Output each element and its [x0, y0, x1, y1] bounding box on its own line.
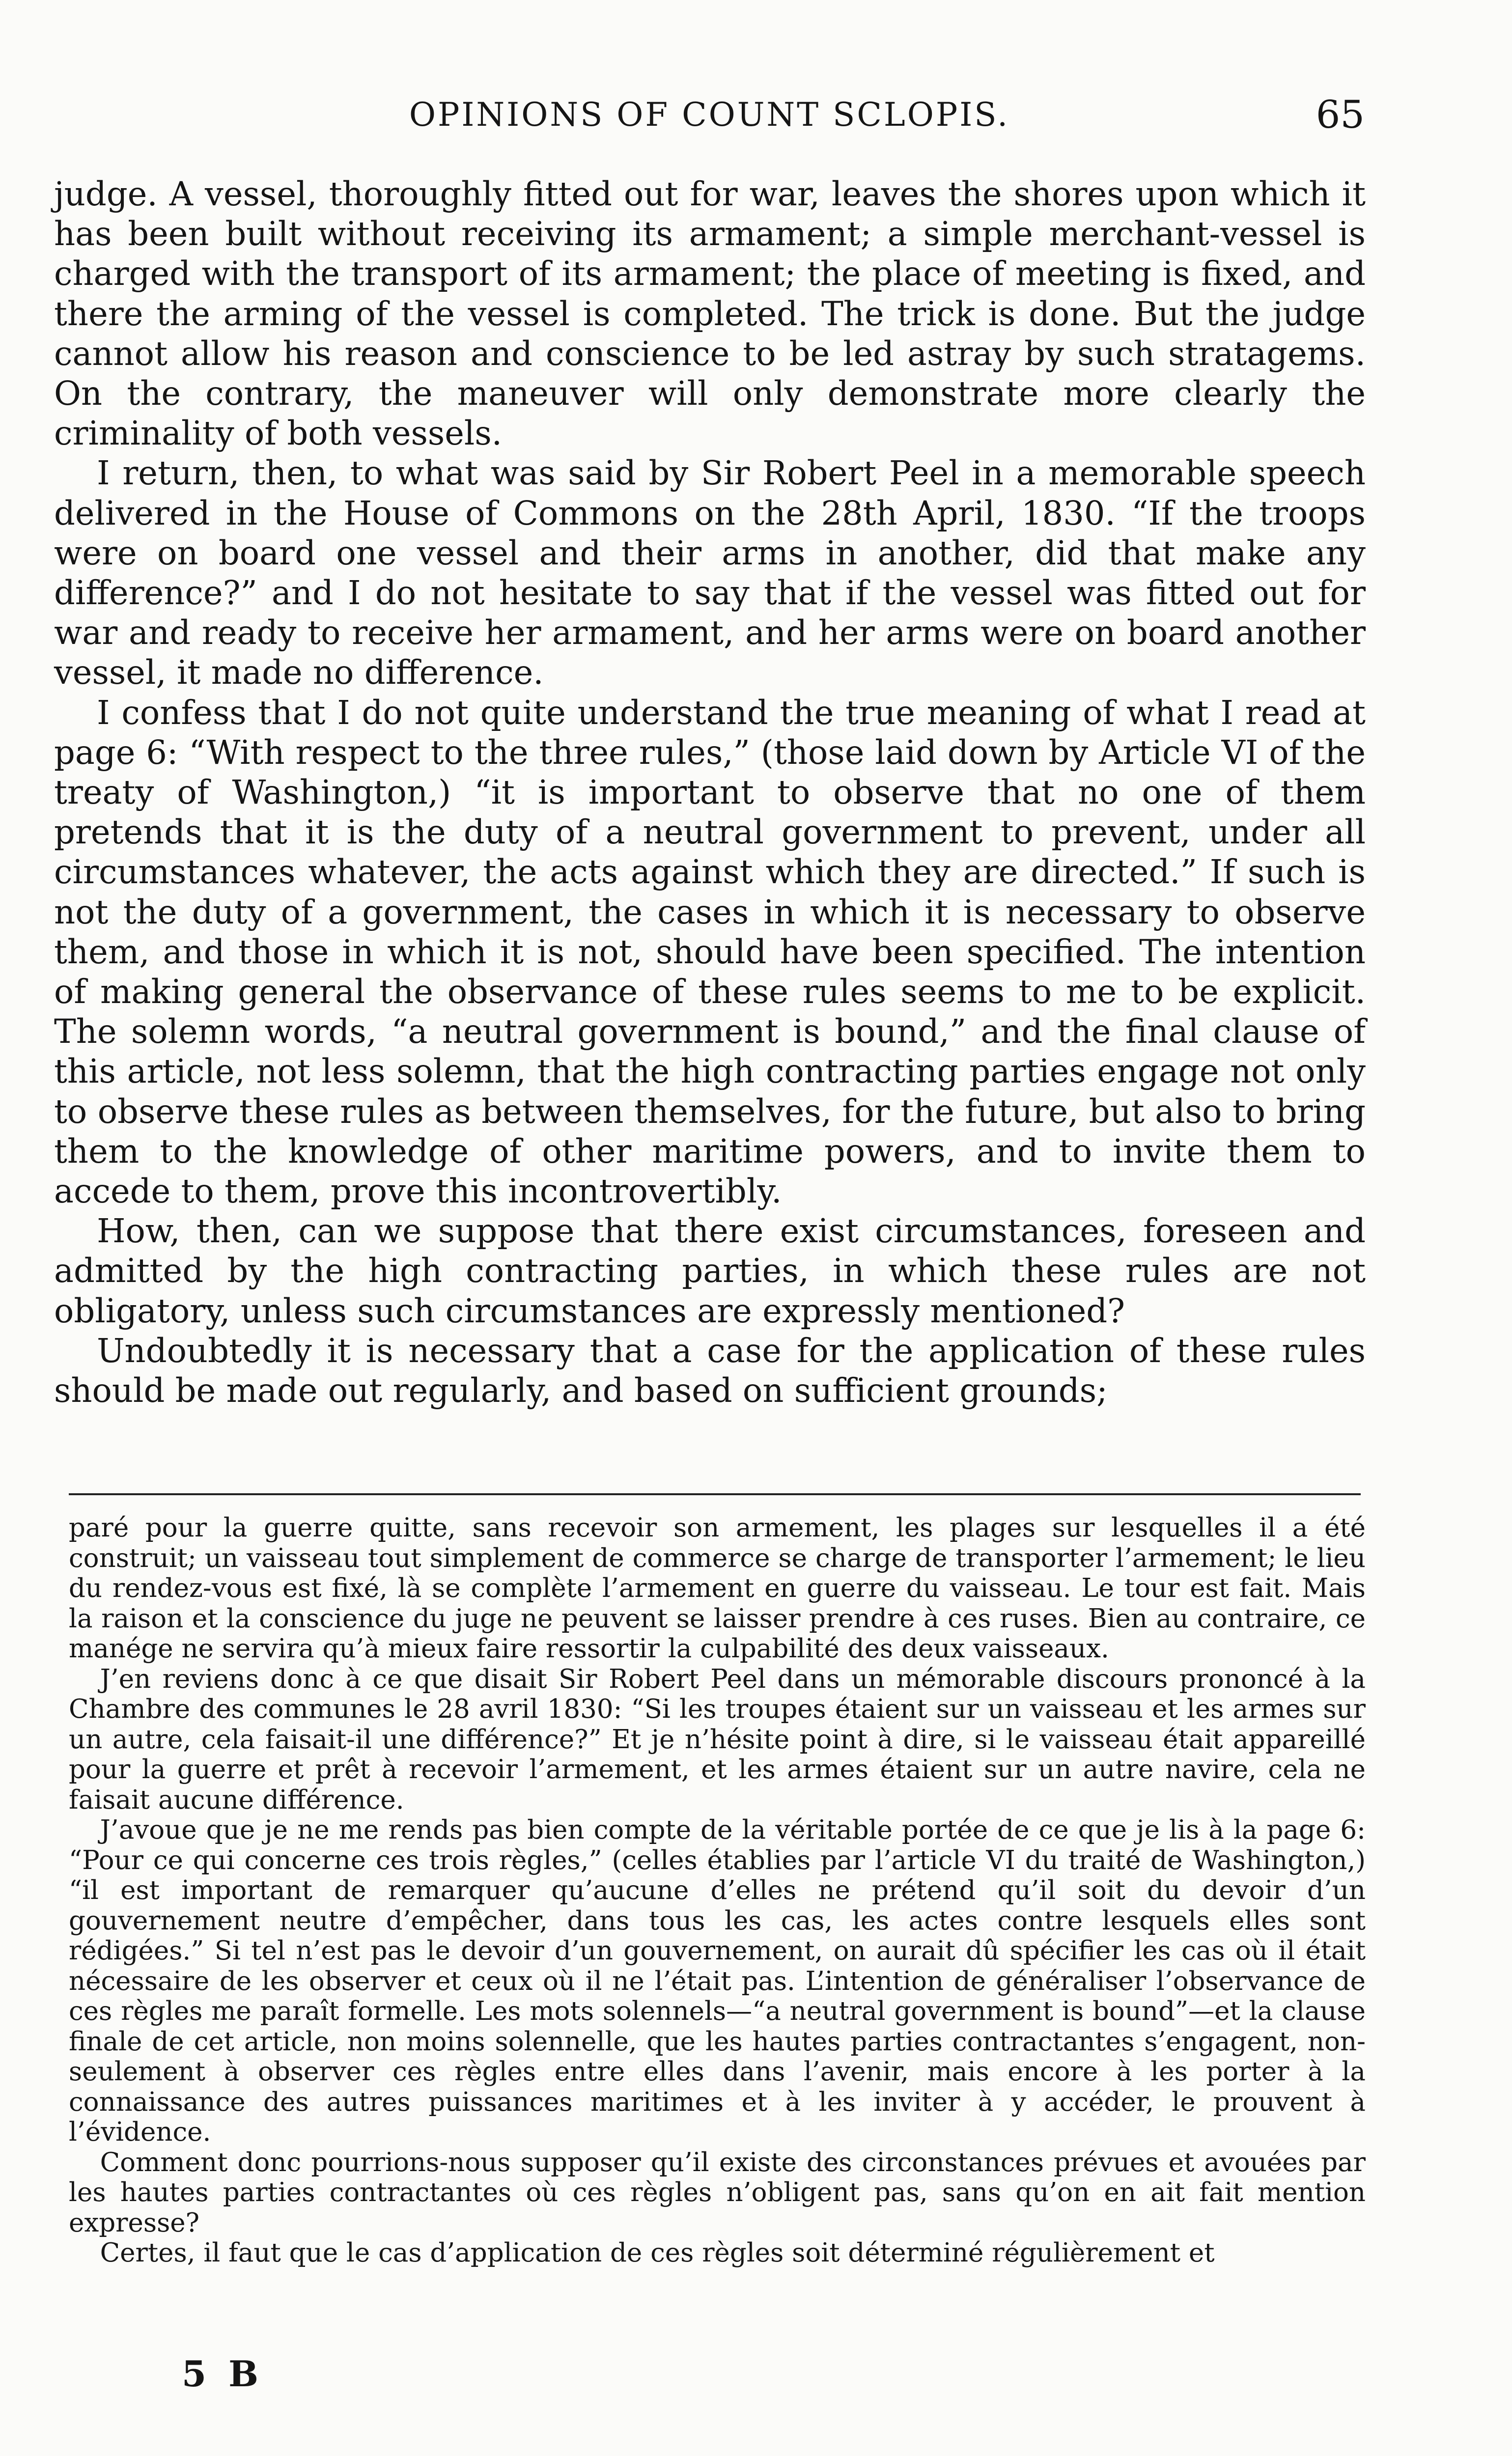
footnote-paragraph-1: paré pour la guerre quitte, sans recevoir son armement, les plages sur lesquelles il a été construit; un vaisseau tout simplement de commerce se charge de transporter l’armement; le lieu du rendez-vous est fixé, là se complète l’armement en guerre du vaisseau. Le tour est fait. Mais la raison et la conscience du juge ne peuvent se laisser prendre à ces ruses. Bien au contraire, ce manége ne servira qu’à mieux faire ressortir la culpabilité des deux vaisseaux. — [69, 1513, 1366, 1664]
main-paragraph-4: How, then, can we suppose that there exist circumstances, foreseen and admitted by the high contracting parties, in which these rules are not obligatory, unless such circumstances are expressly mentioned? — [54, 1212, 1366, 1330]
main-text — [54, 174, 1366, 1411]
running-title: OPINIONS OF COUNT SCLOPIS. — [409, 96, 1010, 134]
footnote-paragraph-5: Certes, il faut que le cas d’application de ces règles soit déterminé régulièrement et — [100, 2238, 1215, 2268]
footnote-paragraph-4: Comment donc pourrions-nous supposer qu’il existe des circonstances prévues et avouées par les hautes parties contractantes où ces règles n’obligent pas, sans qu’on en ait fait mention expresse? — [69, 2147, 1366, 2238]
main-paragraph-1: judge. A vessel, thoroughly fitted out for war, leaves the shores upon which it has been built without receiving its armament; a simple merchant-vessel is charged with the transport of its armament; the place of meeting is fixed, and there the arming of the vessel is completed. The trick is done. But the judge cannot allow his reason and conscience to be led astray by such stratagems. On the contrary, the maneuver will only demonstrate more clearly the criminality of both vessels. — [54, 175, 1366, 453]
main-paragraph-3: I confess that I do not quite understand the true meaning of what I read at page 6: “With respect to the three rules,” (those laid down by Article VI of the treaty of Washington,) “it is important to observe that no one of them pretends that it is the duty of a neutral government to prevent, under all circumstances whatever, the acts against which they are directed.” If such is not the duty of a government, the cases in which it is necessary to observe them, and those in which it is not, should have been specified. The intention of making general the observance of these rules seems to me to be explicit. The solemn words, “a neutral government is bound,” and the final clause of this article, not less solemn, that the high contracting parties engage not only to observe these rules as between themselves, for the future, but also to bring them to the knowledge of other maritime powers, and to invite them to accede to them, prove this incontrovertibly. — [54, 693, 1366, 1211]
footnote-divider — [69, 1493, 1361, 1495]
signature-mark: 5 B — [182, 2353, 264, 2395]
main-paragraph-5: Undoubtedly it is necessary that a case for the application of these rules should be made out regularly, and based on sufficient grounds; — [54, 1331, 1366, 1410]
footnote-french-text — [69, 1513, 1366, 2268]
page-header — [54, 93, 1365, 150]
footnote-paragraph-3: J’avoue que je ne me rends pas bien compte de la véritable portée de ce que je lis à la page 6: “Pour ce qui concerne ces trois règles,” (celles établies par l’article VI du traité de Washington,) “il est important de remarquer qu’aucune d’elles ne prétend qu’il soit du devoir d’un gouvernement neutre d’empêcher, dans tous les cas, les actes contre lesquels elles sont rédigées.” Si tel n’est pas le devoir d’un gouvernement, on aurait dû spécifier les cas où il était nécessaire de les observer et ceux où il ne l’était pas. L’intention de généraliser l’observance de ces règles me paraît formelle. Les mots solennels—“a neutral government is bound”—et la clause finale de cet article, non moins solennelle, que les hautes parties contractantes s’engagent, non-seulement à observer ces règles entre elles dans l’avenir, mais encore à les porter à la connaissance des autres puissances maritimes et à les inviter à y accéder, le prouvent à l’évidence. — [69, 1815, 1366, 2147]
main-paragraph-2: I return, then, to what was said by Sir Robert Peel in a memorable speech delivered in the House of Commons on the 28th April, 1830. “If the troops were on board one vessel and their arms in another, did that make any difference?” and I do not hesitate to say that if the vessel was fitted out for war and ready to receive her armament, and her arms were on board another vessel, it made no difference. — [54, 454, 1366, 692]
page-number: 65 — [1316, 93, 1365, 137]
footnote-paragraph-2: J’en reviens donc à ce que disait Sir Robert Peel dans un mémorable discours prononcé à la Chambre des communes le 28 avril 1830: “Si les troupes étaient sur un vaisseau et les armes sur un autre, cela faisait-il une différence?” Et je n’hésite point à dire, si le vaisseau était appareillé pour la guerre et prêt à recevoir l’armement, et les armes étaient sur un autre navire, cela ne faisait aucune différence. — [69, 1664, 1366, 1815]
